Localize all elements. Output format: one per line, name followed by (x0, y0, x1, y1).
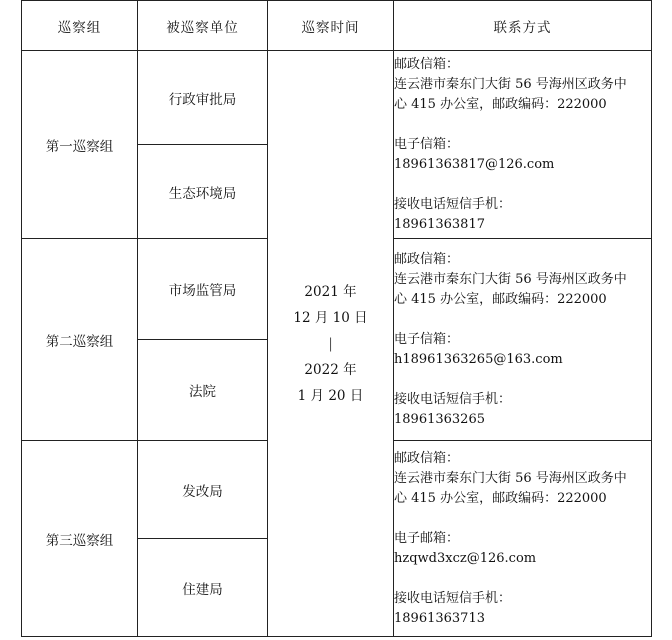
table-row (22, 51, 652, 145)
start-date: 12 月 10 日 (293, 309, 368, 326)
date-separator: | (328, 335, 333, 352)
email-label: 电子信箱： (394, 136, 460, 152)
header-time: 巡察时间 (268, 1, 394, 51)
address-line: 连云港市秦东门大街 56 号海州区政务中 (394, 76, 627, 92)
contact-info (394, 51, 652, 239)
email-label: 电子邮箱： (394, 530, 460, 546)
unit-name: 法院 (138, 340, 268, 441)
header-contact: 联系方式 (394, 1, 652, 51)
sms-number: 18961363713 (394, 610, 485, 626)
group-name: 第二巡察组 (22, 239, 138, 441)
sms-label: 接收电话短信手机： (394, 590, 512, 606)
unit-name: 市场监管局 (138, 239, 268, 340)
end-year: 2022 年 (304, 361, 357, 378)
mail-label: 邮政信箱： (394, 251, 460, 267)
email-label: 电子信箱： (394, 331, 460, 347)
sms-number: 18961363817 (394, 216, 485, 232)
contact-info (394, 239, 652, 441)
unit-name: 发改局 (138, 441, 268, 539)
header-group: 巡察组 (22, 1, 138, 51)
address-line: 连云港市秦东门大街 56 号海州区政务中 (394, 271, 627, 287)
start-year: 2021 年 (304, 283, 357, 300)
end-date: 1 月 20 日 (297, 387, 364, 404)
address-line: 心 415 办公室，邮政编码：222000 (394, 291, 607, 307)
unit-name: 生态环境局 (138, 145, 268, 239)
header-unit: 被巡察单位 (138, 1, 268, 51)
email-address: h18961363265@163.com (394, 351, 563, 367)
mail-label: 邮政信箱： (394, 56, 460, 72)
email-address: 18961363817@126.com (394, 156, 555, 172)
group-name: 第三巡察组 (22, 441, 138, 637)
inspection-schedule-table (21, 0, 652, 637)
sms-number: 18961363265 (394, 411, 485, 427)
inspection-period (268, 51, 394, 637)
contact-info (394, 441, 652, 637)
address-line: 心 415 办公室，邮政编码：222000 (394, 96, 607, 112)
unit-name: 行政审批局 (138, 51, 268, 145)
group-name: 第一巡察组 (22, 51, 138, 239)
address-line: 连云港市秦东门大街 56 号海州区政务中 (394, 470, 627, 486)
unit-name: 住建局 (138, 539, 268, 637)
header-row (22, 1, 652, 51)
mail-label: 邮政信箱： (394, 450, 460, 466)
address-line: 心 415 办公室，邮政编码：222000 (394, 490, 607, 506)
sms-label: 接收电话短信手机： (394, 196, 512, 212)
sms-label: 接收电话短信手机： (394, 391, 512, 407)
email-address: hzqwd3xcz@126.com (394, 550, 537, 566)
